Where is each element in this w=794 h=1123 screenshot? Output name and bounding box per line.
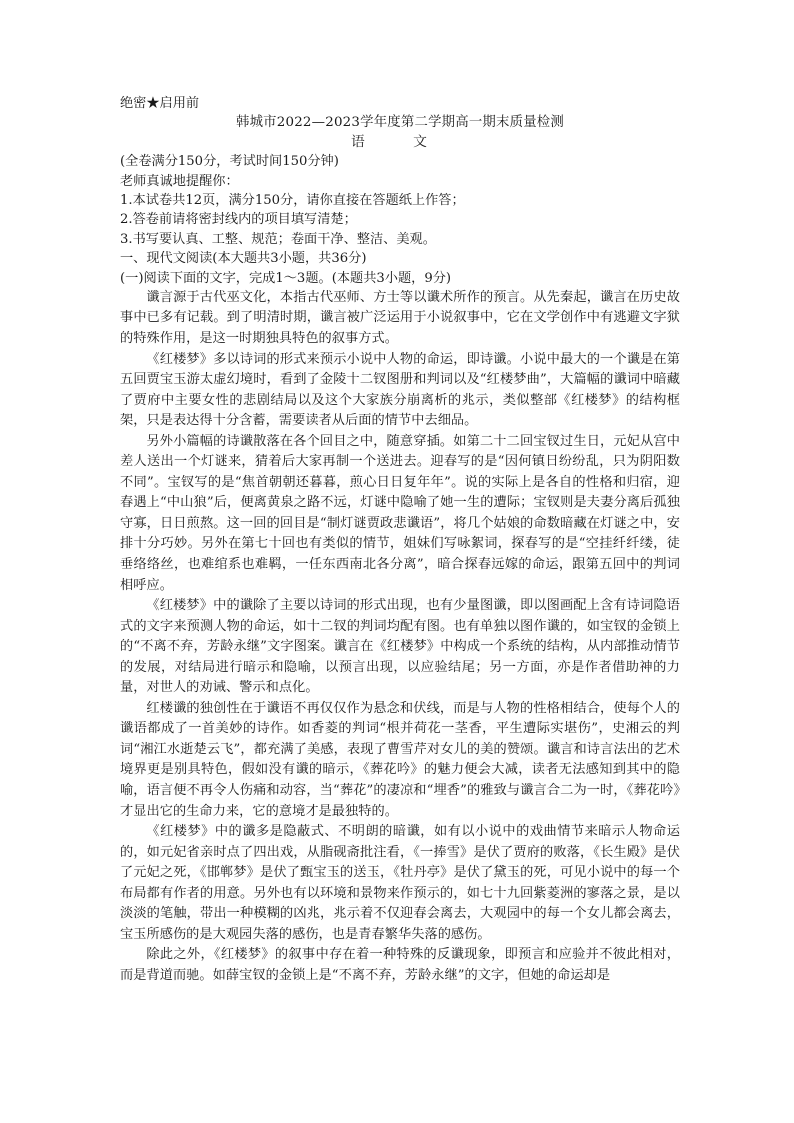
passage-paragraph: 另外小篇幅的诗谶散落在各个回目之中，随意穿插。如第二十二回宝钗过生日，元妃从宫中差人送出一个灯谜来，猜着后大家再制一个送进去。迎春写的是“因何镇日纷纷乱，只为阴阳数不同”。宝钗写的是“焦首朝朝还暮暮，煎心日日复年年”。说的实际上是各自的性格和归宿，迎春遇上“中山狼”后，便离黄泉之路不远，灯谜中隐喻了她一生的遭际；宝钗则是夫妻分离后孤独守寡，日日煎熬。这一回的回目是“制灯谜贾政悲谶语”，将几个姑娘的命数暗藏在灯谜之中，安排十分巧妙。另外在第七十回也有类似的情节，姐妹们写咏絮词，探春写的是“空挂纤纤缕，徒垂络络丝，也难绾系也难羁，一任东西南北各分离”，暗合探春远嫁的命运，跟第五回中的判词相呼应。 <box>120 433 680 593</box>
subject-title: 语 文 <box>351 133 449 150</box>
reminder-heading: 老师真诚地提醒你： <box>120 173 239 189</box>
passage-paragraph: 《红楼梦》中的谶除了主要以诗词的形式出现，也有少量图谶，即以图画配上含有诗词隐语式的文字来预测人物的命运，如十二钗的判词均配有图。也有单独以图作谶的，如宝钗的金锁上的“不离不弃，芳龄永继”文字图案。谶言在《红楼梦》中构成一个系统的结构，从内部推动情节的发展，对结局进行暗示和隐喻，以预言出现，以应验结尾；另一方面，亦是作者借助神的力量，对世人的劝诫、警示和点化。 <box>120 598 680 696</box>
passage-paragraph: 除此之外，《红楼梦》的叙事中存在着一种特殊的反谶现象，即预言和应验并不彼此相对，而是背道而驰。如薛宝钗的金锁上是“不离不弃，芳龄永继”的文字，但她的命运却是 <box>120 947 680 983</box>
passage-paragraph: 红楼谶的独创性在于谶语不再仅仅作为悬念和伏线，而是与人物的性格相结合，使每个人的谶语都成了一首美妙的诗作。如香菱的判词“根并荷花一茎香，平生遭际实堪伤”，史湘云的判词“湘江水逝楚云飞”，都充满了美感，表现了曹雪芹对女儿的美的赞颂。谶言和诗言法出的艺术境界更是别具特色，假如没有谶的暗示，《葬花吟》的魅力便会大减，读者无法感知到其中的隐喻，语言便不再令人伤痛和动容，当“葬花”的凄凉和“埋香”的雅致与谶言合二为一时，《葬花吟》才显出它的生命力来，它的意境才是最独特的。 <box>120 700 680 819</box>
instruction-item: 2.答卷前请将密封线内的项目填写清楚； <box>120 212 357 228</box>
score-time-note: (全卷满分150分，考试时间150分钟) <box>120 154 339 170</box>
section-heading: 一、现代文阅读(本大题共3小题，共36分) <box>120 251 367 267</box>
passage-paragraph: 《红楼梦》多以诗词的形式来预示小说中人物的命运，即诗谶。小说中最大的一个谶是在第五回贾宝玉游太虚幻境时，看到了金陵十二钗图册和判词以及“红楼梦曲”，大篇幅的谶词中暗藏了贾府中主要女性的悲剧结局以及这个大家族分崩离析的兆示，类似整部《红楼梦》的结构框架，只是表达得十分含蓄，需要读者从后面的情节中去细品。 <box>120 351 680 429</box>
exam-page <box>120 94 680 987</box>
passage-paragraph: 《红楼梦》中的谶多是隐蔽式、不明朗的暗谶，如有以小说中的戏曲情节来暗示人物命运的，如元妃省亲时点了四出戏，从脂砚斋批注看，《一捧雪》是伏了贾府的败落，《长生殿》是伏了元妃之死，《邯郸梦》是伏了甄宝玉的送玉，《牡丹亭》是伏了黛玉的死，可见小说中的每一个布局都有作者的用意。另外也有以环境和景物来作预示的，如七十九回紫菱洲的寥落之景，是以淡淡的笔触，带出一种模糊的凶兆，兆示着不仅迎春会离去，大观园中的每一个女儿都会离去，宝玉所感伤的是大观园失落的感伤，也是青春繁华失落的感伤。 <box>120 824 680 942</box>
passage-paragraph: 谶言源于古代巫文化，本指古代巫师、方士等以谶术所作的预言。从先秦起，谶言在历史故事中已多有记载。到了明清时期，谶言被广泛运用于小说叙事中，它在文学创作中有逃避文字狱的特殊作用，是这一时期独具特色的叙事方式。 <box>120 289 680 346</box>
section-subheading: (一)阅读下面的文字，完成1～3题。(本题共3小题，9分) <box>120 270 452 286</box>
instruction-item: 1.本试卷共12页，满分150分，请你直接在答题纸上作答； <box>120 192 465 208</box>
reading-passage <box>120 288 680 987</box>
exam-title: 韩城市2022—2023学年度第二学期高一期末质量检测 <box>236 115 564 131</box>
secret-mark: 绝密★启用前 <box>120 96 200 111</box>
instruction-item: 3.书写要认真、工整、规范；卷面干净、整洁、美观。 <box>120 231 436 247</box>
